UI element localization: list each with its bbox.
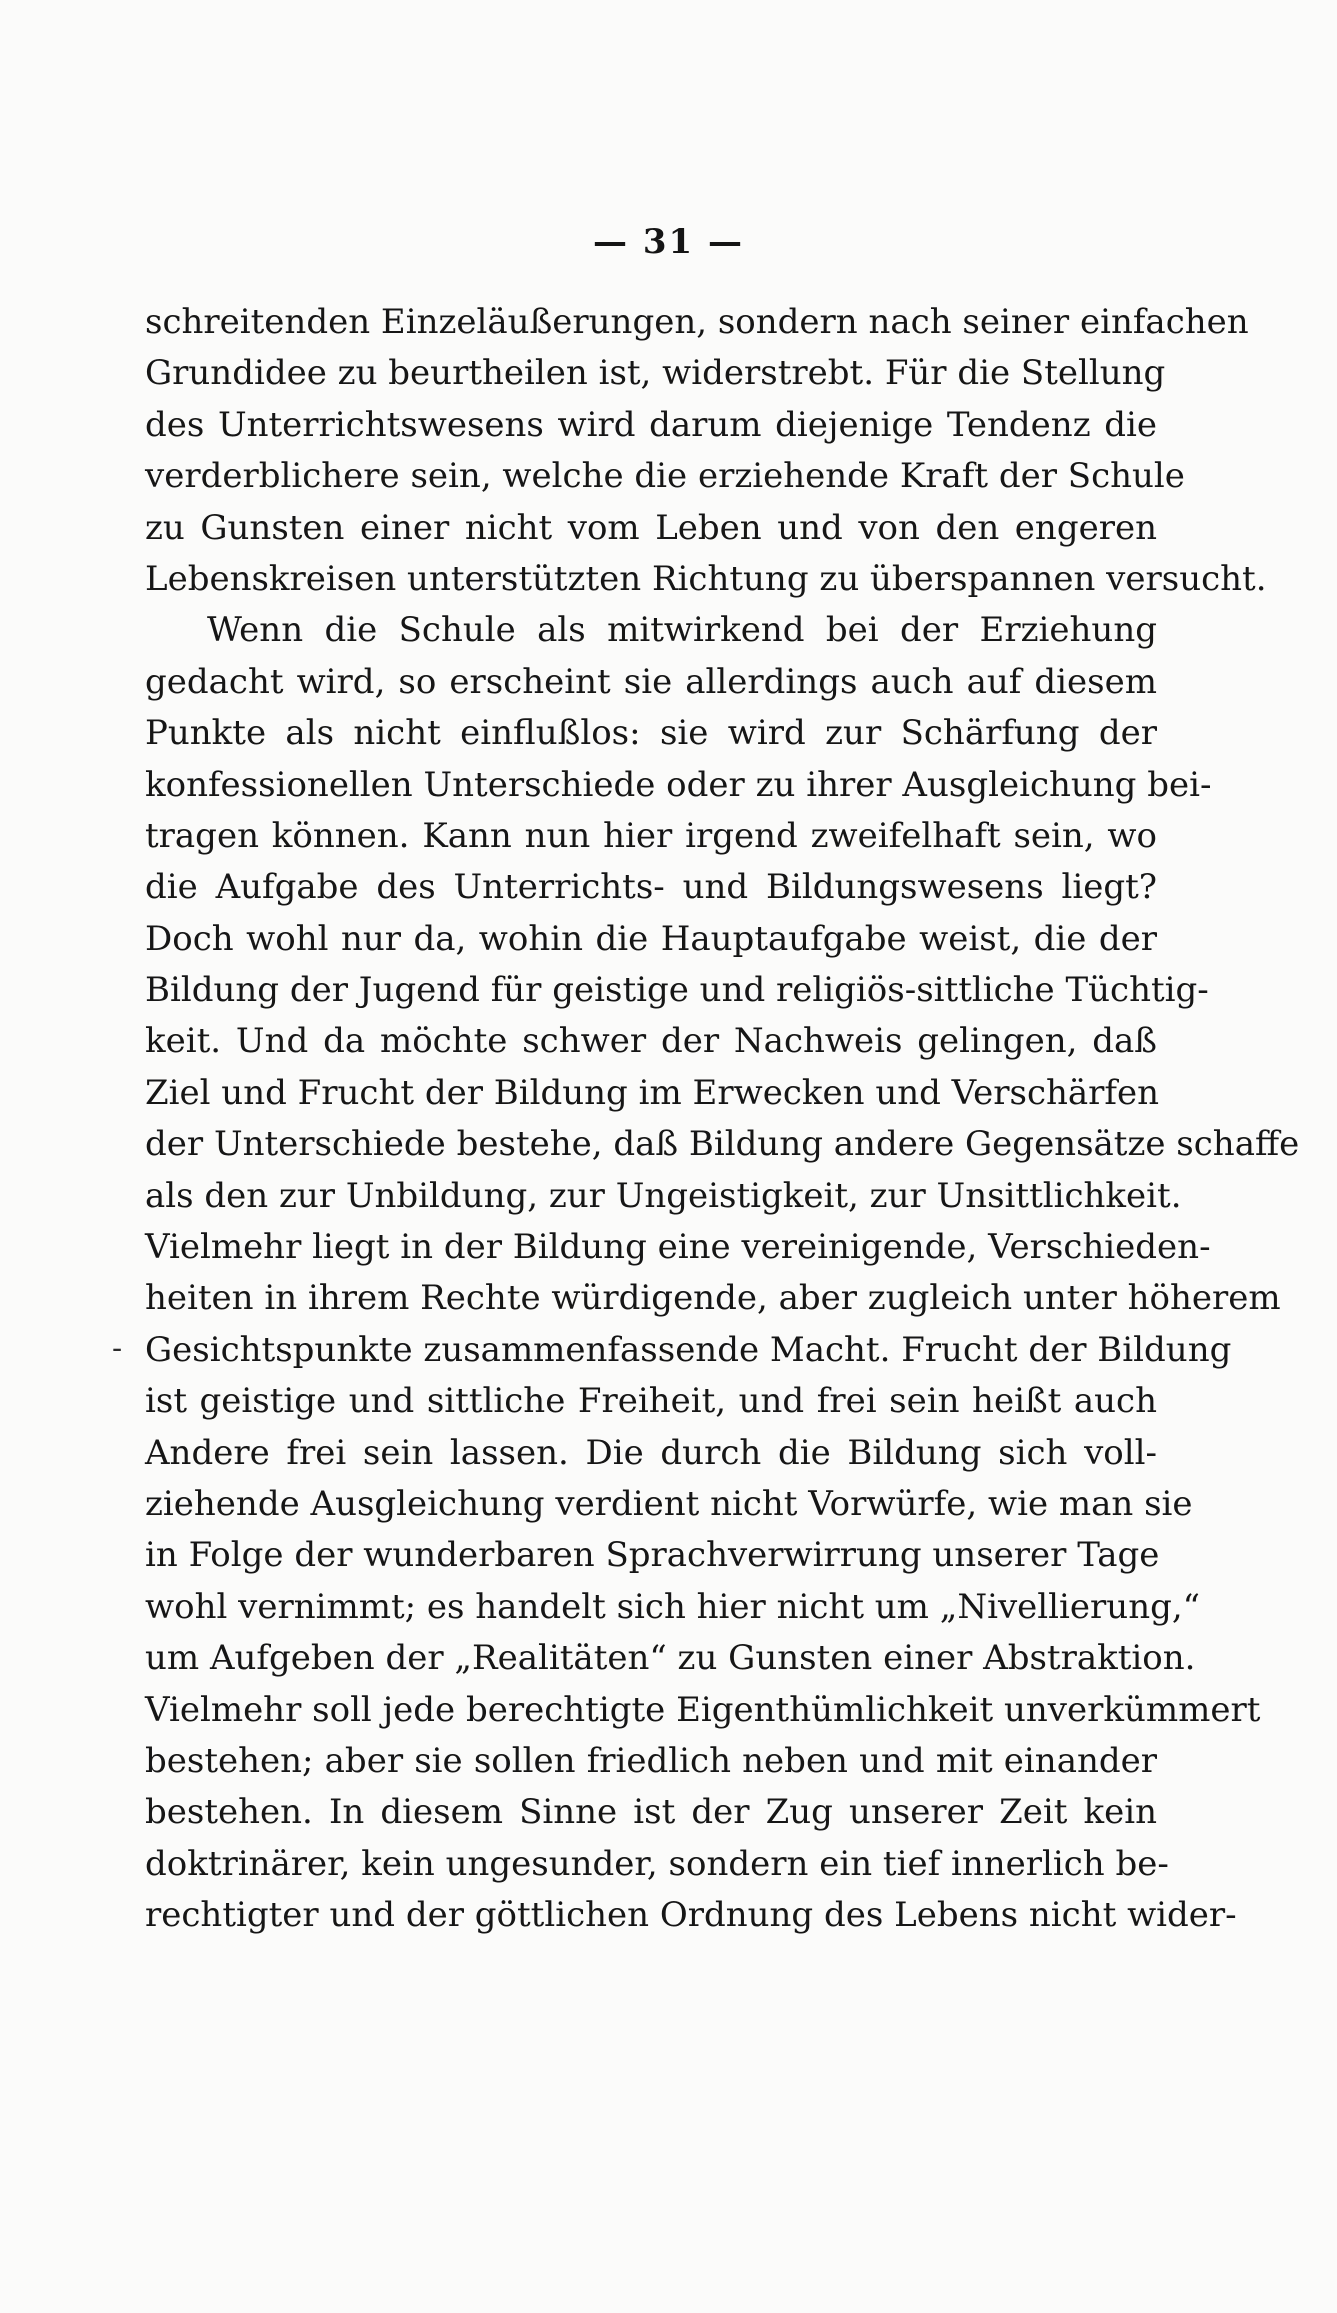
text-line: schreitenden Einzeläußerungen, sondern nach seiner einfachen <box>145 302 1249 342</box>
text-line: Vielmehr soll jede berechtigte Eigenthümlichkeit unverkümmert <box>145 1689 1261 1730</box>
text-line: Doch wohl nur da, wohin die Hauptaufgabe weist, die der <box>145 918 1157 959</box>
margin-mark: - <box>112 1331 123 1366</box>
text-line: Punkte als nicht einflußlos: sie wird zur Schärfung der <box>145 713 1157 754</box>
text-line: zu Gunsten einer nicht vom Leben und von den engeren <box>145 507 1157 548</box>
page-number: — 31 — <box>593 222 744 262</box>
text-line: die Aufgabe des Unterrichts- und Bildungswesens liegt? <box>145 867 1157 908</box>
text-line: Andere frei sein lassen. Die durch die Bildung sich voll- <box>145 1432 1157 1473</box>
text-line: Gesichtspunkte zusammenfassende Macht. Frucht der Bildung <box>145 1329 1232 1370</box>
text-line: in Folge der wunderbaren Sprachverwirrung unserer Tage <box>145 1535 1160 1576</box>
text-line: tragen können. Kann nun hier irgend zweifelhaft sein, wo <box>145 815 1157 856</box>
text-line: bestehen; aber sie sollen friedlich neben und mit einander <box>145 1740 1157 1781</box>
paragraph-start-line: Wenn die Schule als mitwirkend bei der Erziehung <box>207 610 1157 651</box>
text-line: Grundidee zu beurtheilen ist, widerstrebt. Für die Stellung <box>145 353 1166 394</box>
text-line: konfessionellen Unterschiede oder zu ihrer Ausgleichung bei- <box>145 764 1212 805</box>
text-line: heiten in ihrem Rechte würdigende, aber zugleich unter höherem <box>145 1278 1281 1319</box>
text-line: verderblichere sein, welche die erziehende Kraft der Schule <box>145 456 1185 497</box>
text-line: ist geistige und sittliche Freiheit, und frei sein heißt auch <box>145 1381 1157 1422</box>
text-line: Vielmehr liegt in der Bildung eine vereinigende, Verschieden- <box>145 1227 1211 1268</box>
text-line: wohl vernimmt; es handelt sich hier nicht um „Nivellierung,“ <box>145 1586 1201 1627</box>
text-line: Lebenskreisen unterstützten Richtung zu überspannen versucht. <box>145 558 1267 599</box>
text-line: Ziel und Frucht der Bildung im Erwecken und Verschärfen <box>145 1072 1160 1113</box>
body-text <box>145 297 1300 1942</box>
text-line: um Aufgeben der „Realitäten“ zu Gunsten einer Abstraktion. <box>145 1638 1196 1679</box>
text-line: des Unterrichtswesens wird darum diejenige Tendenz die <box>145 404 1157 445</box>
text-line: doktrinärer, kein ungesunder, sondern ein tief innerlich be- <box>145 1843 1169 1884</box>
text-line: gedacht wird, so erscheint sie allerdings auch auf diesem <box>145 661 1157 702</box>
text-line: keit. Und da möchte schwer der Nachweis gelingen, daß <box>145 1021 1157 1062</box>
text-line: als den zur Unbildung, zur Ungeistigkeit, zur Unsittlichkeit. <box>145 1175 1182 1216</box>
text-line: rechtigter und der göttlichen Ordnung des Lebens nicht wider- <box>145 1895 1237 1936</box>
text-line: bestehen. In diesem Sinne ist der Zug unserer Zeit kein <box>145 1792 1157 1833</box>
text-line: ziehende Ausgleichung verdient nicht Vorwürfe, wie man sie <box>145 1483 1193 1524</box>
text-line: Bildung der Jugend für geistige und religiös-sittliche Tüchtig- <box>145 970 1209 1011</box>
text-line: der Unterschiede bestehe, daß Bildung andere Gegensätze schaffe <box>145 1124 1300 1165</box>
